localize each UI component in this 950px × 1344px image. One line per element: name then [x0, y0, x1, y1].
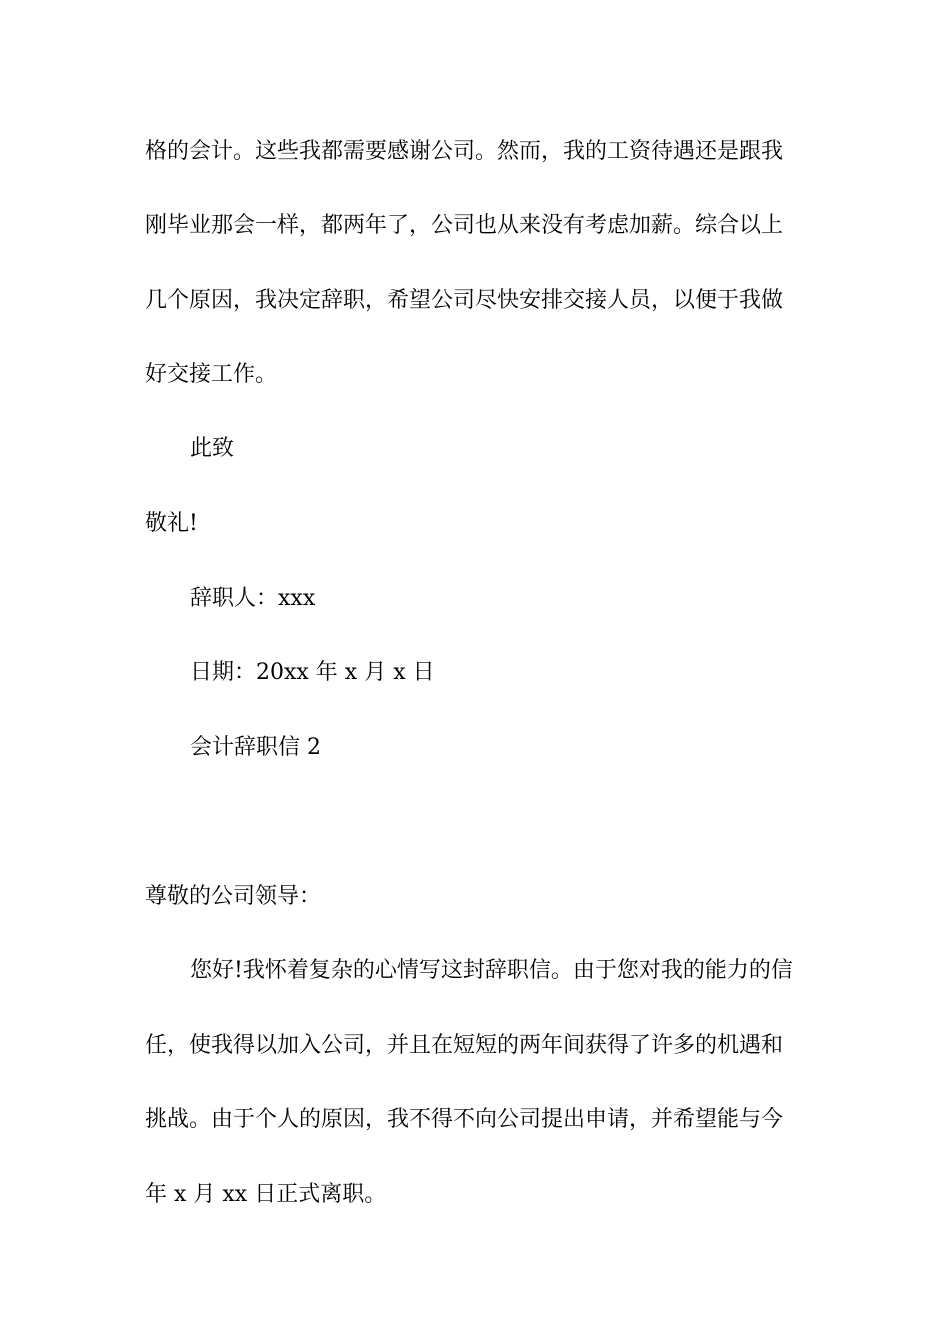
paragraph-line: 几个原因，我决定辞职，希望公司尽快安排交接人员，以便于我做: [145, 288, 784, 313]
closing-phrase: 此致: [190, 436, 235, 461]
date-line: 日期：20xx 年 x 月 x 日: [190, 660, 435, 685]
paragraph-line: 任，使我得以加入公司，并且在短短的两年间获得了许多的机遇和: [145, 1033, 784, 1058]
signer-line: 辞职人：xxx: [190, 586, 316, 611]
paragraph-line: 您好!我怀着复杂的心情写这封辞职信。由于您对我的能力的信: [190, 958, 793, 983]
paragraph-line: 格的会计。这些我都需要感谢公司。然而，我的工资待遇还是跟我: [145, 139, 784, 164]
salutation: 敬礼!: [145, 511, 198, 536]
paragraph-line: 刚毕业那会一样，都两年了，公司也从来没有考虑加薪。综合以上: [145, 213, 784, 238]
paragraph-line: 挑战。由于个人的原因，我不得不向公司提出申请，并希望能与今: [145, 1107, 784, 1132]
paragraph-line: 好交接工作。: [145, 362, 278, 387]
paragraph-line: 年 x 月 xx 日正式离职。: [145, 1182, 387, 1207]
section-title: 会计辞职信 2: [190, 735, 321, 760]
greeting: 尊敬的公司领导：: [145, 884, 322, 909]
